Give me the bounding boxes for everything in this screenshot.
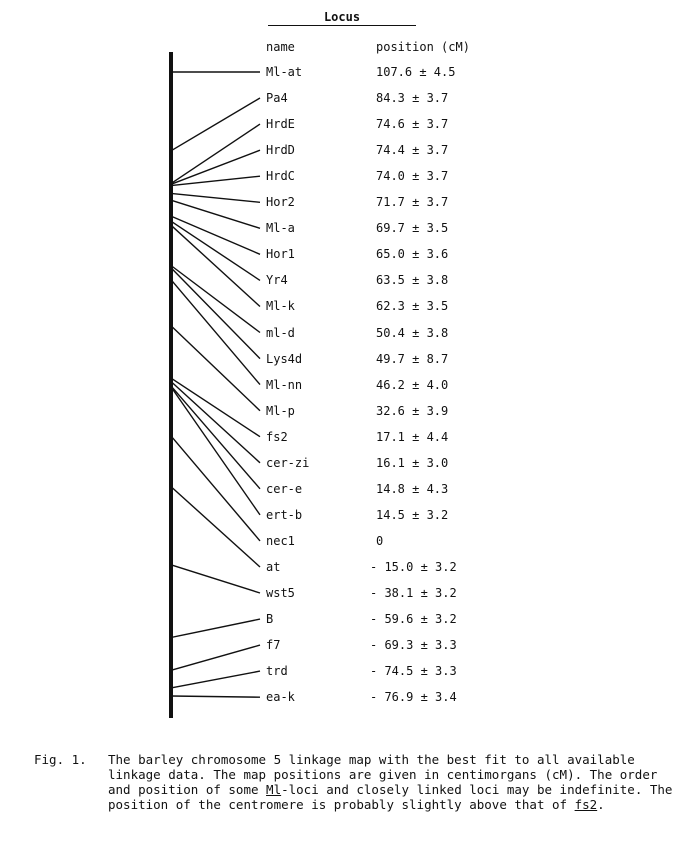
locus-connector	[171, 124, 260, 184]
locus-name: f7	[266, 638, 281, 653]
locus-name: Yr4	[266, 273, 288, 288]
locus-name: Ml-k	[266, 299, 295, 314]
locus-name: Ml-p	[266, 403, 295, 418]
locus-name: fs2	[266, 429, 288, 444]
locus-name: ea-k	[266, 690, 295, 705]
locus-name: HrdC	[266, 169, 295, 184]
locus-name: Ml-at	[266, 65, 303, 79]
locus-position: 71.7 ± 3.7	[376, 195, 449, 210]
locus-name: cer-e	[266, 481, 303, 496]
locus-name: cer-zi	[266, 455, 310, 470]
locus-position: 32.6 ± 3.9	[376, 403, 449, 418]
locus-connector	[171, 487, 260, 567]
locus-position: - 76.9 ± 3.4	[370, 690, 457, 705]
locus-position: 14.5 ± 3.2	[376, 507, 449, 522]
locus-position: 74.0 ± 3.7	[376, 169, 449, 184]
locus-name: wst5	[266, 586, 295, 600]
locus-connector	[171, 671, 260, 688]
locus-name: nec1	[266, 533, 295, 548]
locus-connector	[171, 98, 260, 151]
locus-position: 62.3 ± 3.5	[376, 299, 449, 314]
locus-position: 17.1 ± 4.4	[376, 429, 449, 444]
locus-position: 63.5 ± 3.8	[376, 273, 449, 288]
caption-part-2: -loci and closely linked loci may be indefinite. The position of the centromere is probably slightly above that of	[108, 782, 673, 812]
locus-position: 74.6 ± 3.7	[376, 117, 449, 132]
caption-underlined-fs2: fs2	[574, 797, 598, 812]
locus-position: - 74.5 ± 3.3	[370, 664, 457, 679]
locus-connector	[171, 176, 260, 185]
locus-connector	[171, 193, 260, 202]
locus-name: HrdE	[266, 117, 295, 132]
locus-name: Ml-a	[266, 221, 295, 236]
locus-position: - 38.1 ± 3.2	[370, 586, 457, 600]
locus-position: 74.4 ± 3.7	[376, 143, 449, 158]
locus-connector	[171, 225, 260, 306]
locus-position: 16.1 ± 3.0	[376, 455, 449, 470]
position-column-header: position (cM)	[376, 40, 470, 54]
locus-name: ert-b	[266, 507, 303, 522]
locus-position: 69.7 ± 3.5	[376, 221, 449, 236]
caption-part-3: .	[597, 797, 605, 812]
locus-connector	[171, 221, 260, 280]
locus-connector	[171, 266, 260, 333]
locus-name: trd	[266, 664, 288, 679]
locus-name: B	[266, 612, 274, 627]
locus-position: 14.8 ± 4.3	[376, 481, 449, 496]
locus-position: 84.3 ± 3.7	[376, 91, 449, 106]
locus-position: 46.2 ± 4.0	[376, 377, 449, 392]
locus-connector	[171, 645, 260, 670]
locus-name: Hor1	[266, 247, 295, 262]
locus-connector	[171, 268, 260, 359]
locus-name: Lys4d	[266, 351, 303, 366]
locus-position: - 59.6 ± 3.2	[370, 612, 457, 627]
locus-connector	[171, 386, 260, 489]
locus-name: Hor2	[266, 195, 295, 210]
locus-name: at	[266, 559, 281, 574]
locus-connector	[171, 378, 260, 437]
locus-name: Ml-nn	[266, 377, 303, 392]
name-column-header: name	[266, 40, 295, 54]
locus-title: Locus	[268, 10, 416, 26]
locus-position: 0	[376, 533, 384, 548]
locus-connector	[171, 619, 260, 637]
locus-name: ml-d	[266, 325, 295, 340]
locus-connector	[171, 696, 260, 697]
locus-name: Pa4	[266, 91, 288, 106]
locus-position: 107.6 ± 4.5	[376, 65, 456, 79]
caption-part-1: The barley chromosome 5 linkage map with the best fit to all available linkage data. The map positions are given in centimorgans (cM). The order and position of some	[108, 752, 658, 797]
locus-connector	[171, 150, 260, 184]
caption-label: Fig. 1.	[34, 752, 87, 767]
caption-underlined-ml: Ml	[266, 782, 282, 797]
locus-position: 49.7 ± 8.7	[376, 351, 449, 366]
locus-position: - 15.0 ± 3.2	[370, 559, 457, 574]
caption-text	[108, 752, 674, 812]
locus-connector	[171, 216, 260, 254]
locus-name: HrdD	[266, 143, 295, 158]
locus-position: - 69.3 ± 3.3	[370, 638, 457, 653]
locus-position: 65.0 ± 3.6	[376, 247, 449, 262]
locus-position: 50.4 ± 3.8	[376, 325, 449, 340]
locus-connector	[171, 565, 260, 593]
locus-connector	[171, 200, 260, 228]
